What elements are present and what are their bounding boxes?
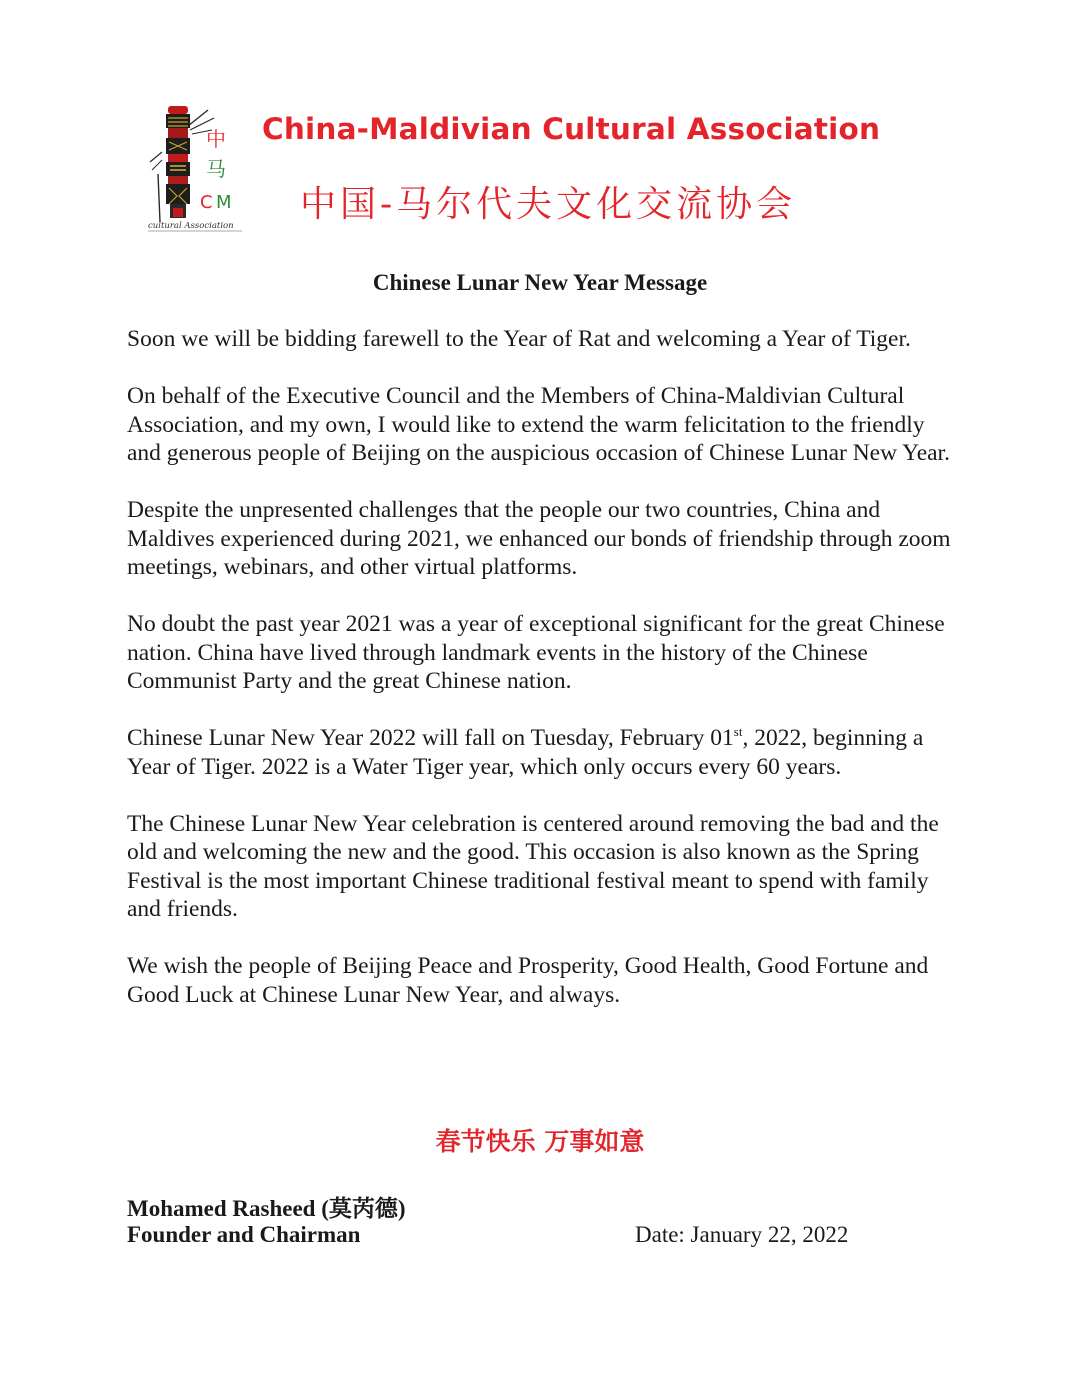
paragraph: Despite the unpresented challenges that the people our two countries, China and Maldives experienced during 2021, we enhanced our bonds of friendship through zoom meetings, webinars, and other virtual platforms.: [127, 497, 951, 580]
letterhead: [140, 100, 960, 240]
message-body: [127, 325, 957, 1038]
paragraph: [127, 724, 957, 781]
paragraph-text: , 2022, beginning a Year of Tiger. 2022 is a Water Tiger year, which only occurs every 60 years.: [127, 725, 924, 780]
signatory-title: Founder and Chairman: [127, 1222, 361, 1247]
paragraph-text: Chinese Lunar New Year 2022 will fall on Tuesday, February 01: [127, 725, 734, 751]
signatory-name: Mohamed Rasheed (莫芮德): [127, 1196, 406, 1221]
paragraph: We wish the people of Beijing Peace and Prosperity, Good Health, Good Fortune and Good Luck at Chinese Lunar New Year, and always.: [127, 953, 929, 1008]
svg-text:马: 马: [206, 157, 226, 181]
cmca-logo-icon: [144, 104, 248, 234]
svg-text:中: 中: [206, 127, 226, 151]
organization-name-chinese: 中国-马尔代夫文化交流协会: [300, 184, 797, 225]
cmca-logo: [144, 104, 248, 234]
paragraph: Soon we will be bidding farewell to the Year of Rat and welcoming a Year of Tiger.: [127, 326, 911, 352]
svg-text:M: M: [216, 192, 232, 213]
svg-text:C: C: [200, 192, 213, 213]
letter-date: Date: January 22, 2022: [635, 1222, 849, 1247]
document-title: Chinese Lunar New Year Message: [372, 270, 708, 295]
chinese-greeting: 春节快乐 万事如意: [435, 1127, 645, 1156]
logo-caption: cultural Association: [148, 221, 234, 231]
paragraph: The Chinese Lunar New Year celebration is centered around removing the bad and the old and welcoming the new and the good. This occasion is also known as the Spring Festival is the most important Chinese traditional festival meant to spend with family and friends.: [127, 810, 939, 922]
paragraph: On behalf of the Executive Council and the Members of China-Maldivian Cultural Association, and my own, I would like to extend the warm felicitation to the friendly and generous people of Beijing on the auspicious occasion of Chinese Lunar New Year.: [127, 383, 950, 466]
ordinal-suffix: st: [733, 724, 743, 739]
paragraph: No doubt the past year 2021 was a year of exceptional significant for the great Chinese nation. China have lived through landmark events in the history of the Chinese Communist Party and the great Chinese nation.: [127, 611, 945, 694]
organization-name-english: China-Maldivian Cultural Association: [262, 112, 881, 146]
